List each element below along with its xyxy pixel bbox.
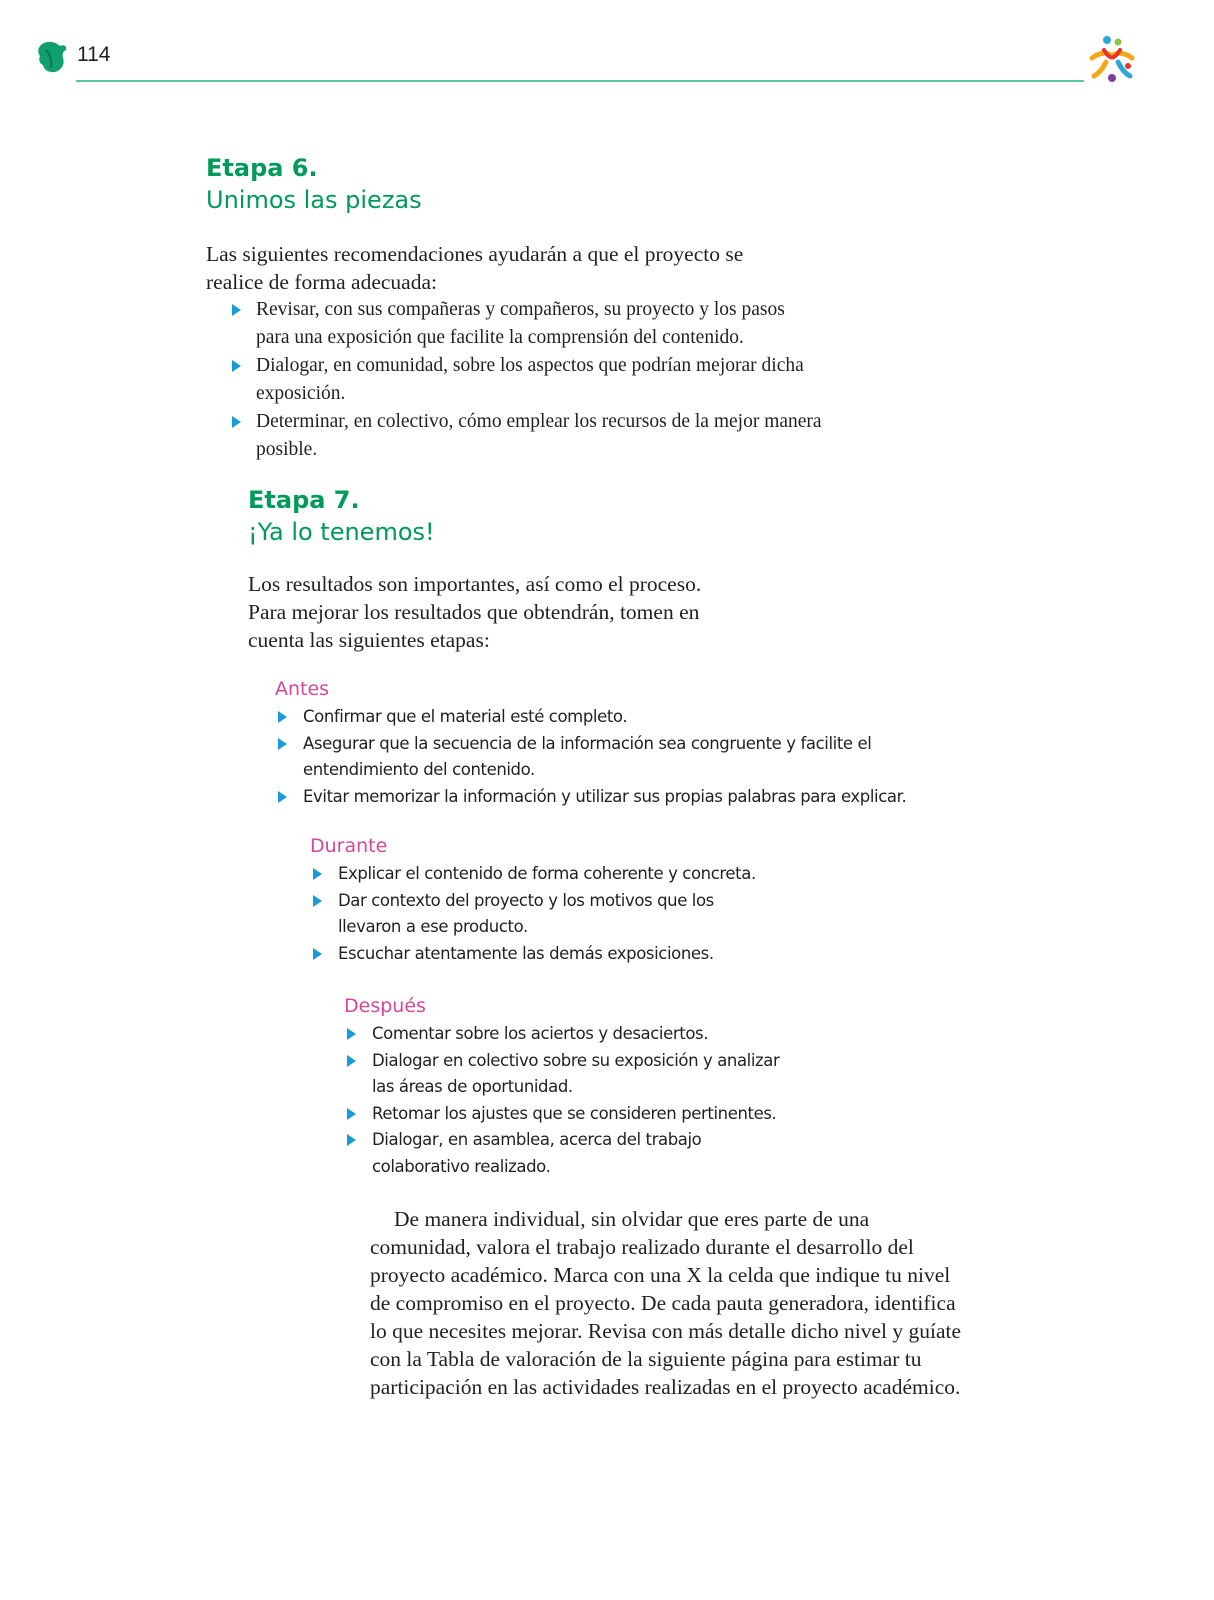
- list-item: Asegurar que la secuencia de la información sea congruente y facilite el entendimiento del contenido.: [275, 731, 915, 784]
- page-number: 114: [77, 43, 111, 66]
- green-leaf-icon: [36, 40, 68, 74]
- triangle-bullet-icon: [278, 791, 287, 803]
- triangle-bullet-icon: [347, 1055, 356, 1067]
- etapa7-number: Etapa 7.: [248, 486, 360, 514]
- triangle-bullet-icon: [313, 868, 322, 880]
- triangle-bullet-icon: [347, 1028, 356, 1040]
- list-item: Evitar memorizar la información y utilizar sus propias palabras para explicar.: [275, 784, 915, 811]
- list-item: Revisar, con sus compañeras y compañeros, su proyecto y los pasos para una exposición que facilite la comprensión del contenido.: [232, 296, 822, 352]
- etapa7-title: ¡Ya lo tenemos!: [248, 518, 435, 546]
- list-item: Dialogar, en asamblea, acerca del trabajo colaborativo realizado.: [344, 1127, 784, 1180]
- triangle-bullet-icon: [232, 304, 241, 316]
- etapa6-list: [232, 296, 822, 464]
- header-rule: [76, 80, 1084, 82]
- list-item: Dialogar, en comunidad, sobre los aspectos que podrían mejorar dicha exposición.: [232, 352, 822, 408]
- durante-label: Durante: [310, 835, 388, 857]
- triangle-bullet-icon: [313, 895, 322, 907]
- triangle-bullet-icon: [278, 738, 287, 750]
- etapa6-intro: Las siguientes recomendaciones ayudarán a que el proyecto se realice de forma adecuada:: [206, 242, 744, 294]
- triangle-bullet-icon: [313, 948, 322, 960]
- list-item: Determinar, en colectivo, cómo emplear los recursos de la mejor manera posible.: [232, 408, 822, 464]
- durante-list: [310, 861, 770, 967]
- closing-paragraph: De manera individual, sin olvidar que eres parte de una comunidad, valora el trabajo realizado durante el desarrollo del proyecto académico. Marca con una X la celda que indique tu nivel de compromiso en el proyecto. De cada pauta generadora, identifica lo que necesites mejorar. Revisa con más detalle dicho nivel y guíate con la Tabla de valoración de la siguiente página para estimar tu participación en las actividades realizadas en el proyecto académico.: [370, 1207, 962, 1399]
- list-item: Confirmar que el material esté completo.: [275, 704, 915, 731]
- antes-list: [275, 704, 915, 810]
- list-item: Dar contexto del proyecto y los motivos que los llevaron a ese producto.: [310, 888, 770, 941]
- triangle-bullet-icon: [232, 416, 241, 428]
- despues-label: Después: [344, 995, 426, 1017]
- etapa6-title: Unimos las piezas: [206, 186, 422, 214]
- antes-label: Antes: [275, 678, 330, 700]
- triangle-bullet-icon: [278, 711, 287, 723]
- triangle-bullet-icon: [232, 360, 241, 372]
- colorful-figure-logo-icon: [1084, 32, 1140, 88]
- list-item: Retomar los ajustes que se consideren pertinentes.: [344, 1101, 784, 1128]
- list-item: Dialogar en colectivo sobre su exposición y analizar las áreas de oportunidad.: [344, 1048, 784, 1101]
- etapa7-intro: Los resultados son importantes, así como el proceso. Para mejorar los resultados que obtendrán, tomen en cuenta las siguientes etapas:: [248, 572, 702, 652]
- despues-list: [344, 1021, 784, 1180]
- list-item: Comentar sobre los aciertos y desaciertos.: [344, 1021, 784, 1048]
- list-item: Explicar el contenido de forma coherente y concreta.: [310, 861, 770, 888]
- etapa6-number: Etapa 6.: [206, 154, 318, 182]
- triangle-bullet-icon: [347, 1108, 356, 1120]
- list-item: Escuchar atentamente las demás exposiciones.: [310, 941, 770, 968]
- triangle-bullet-icon: [347, 1134, 356, 1146]
